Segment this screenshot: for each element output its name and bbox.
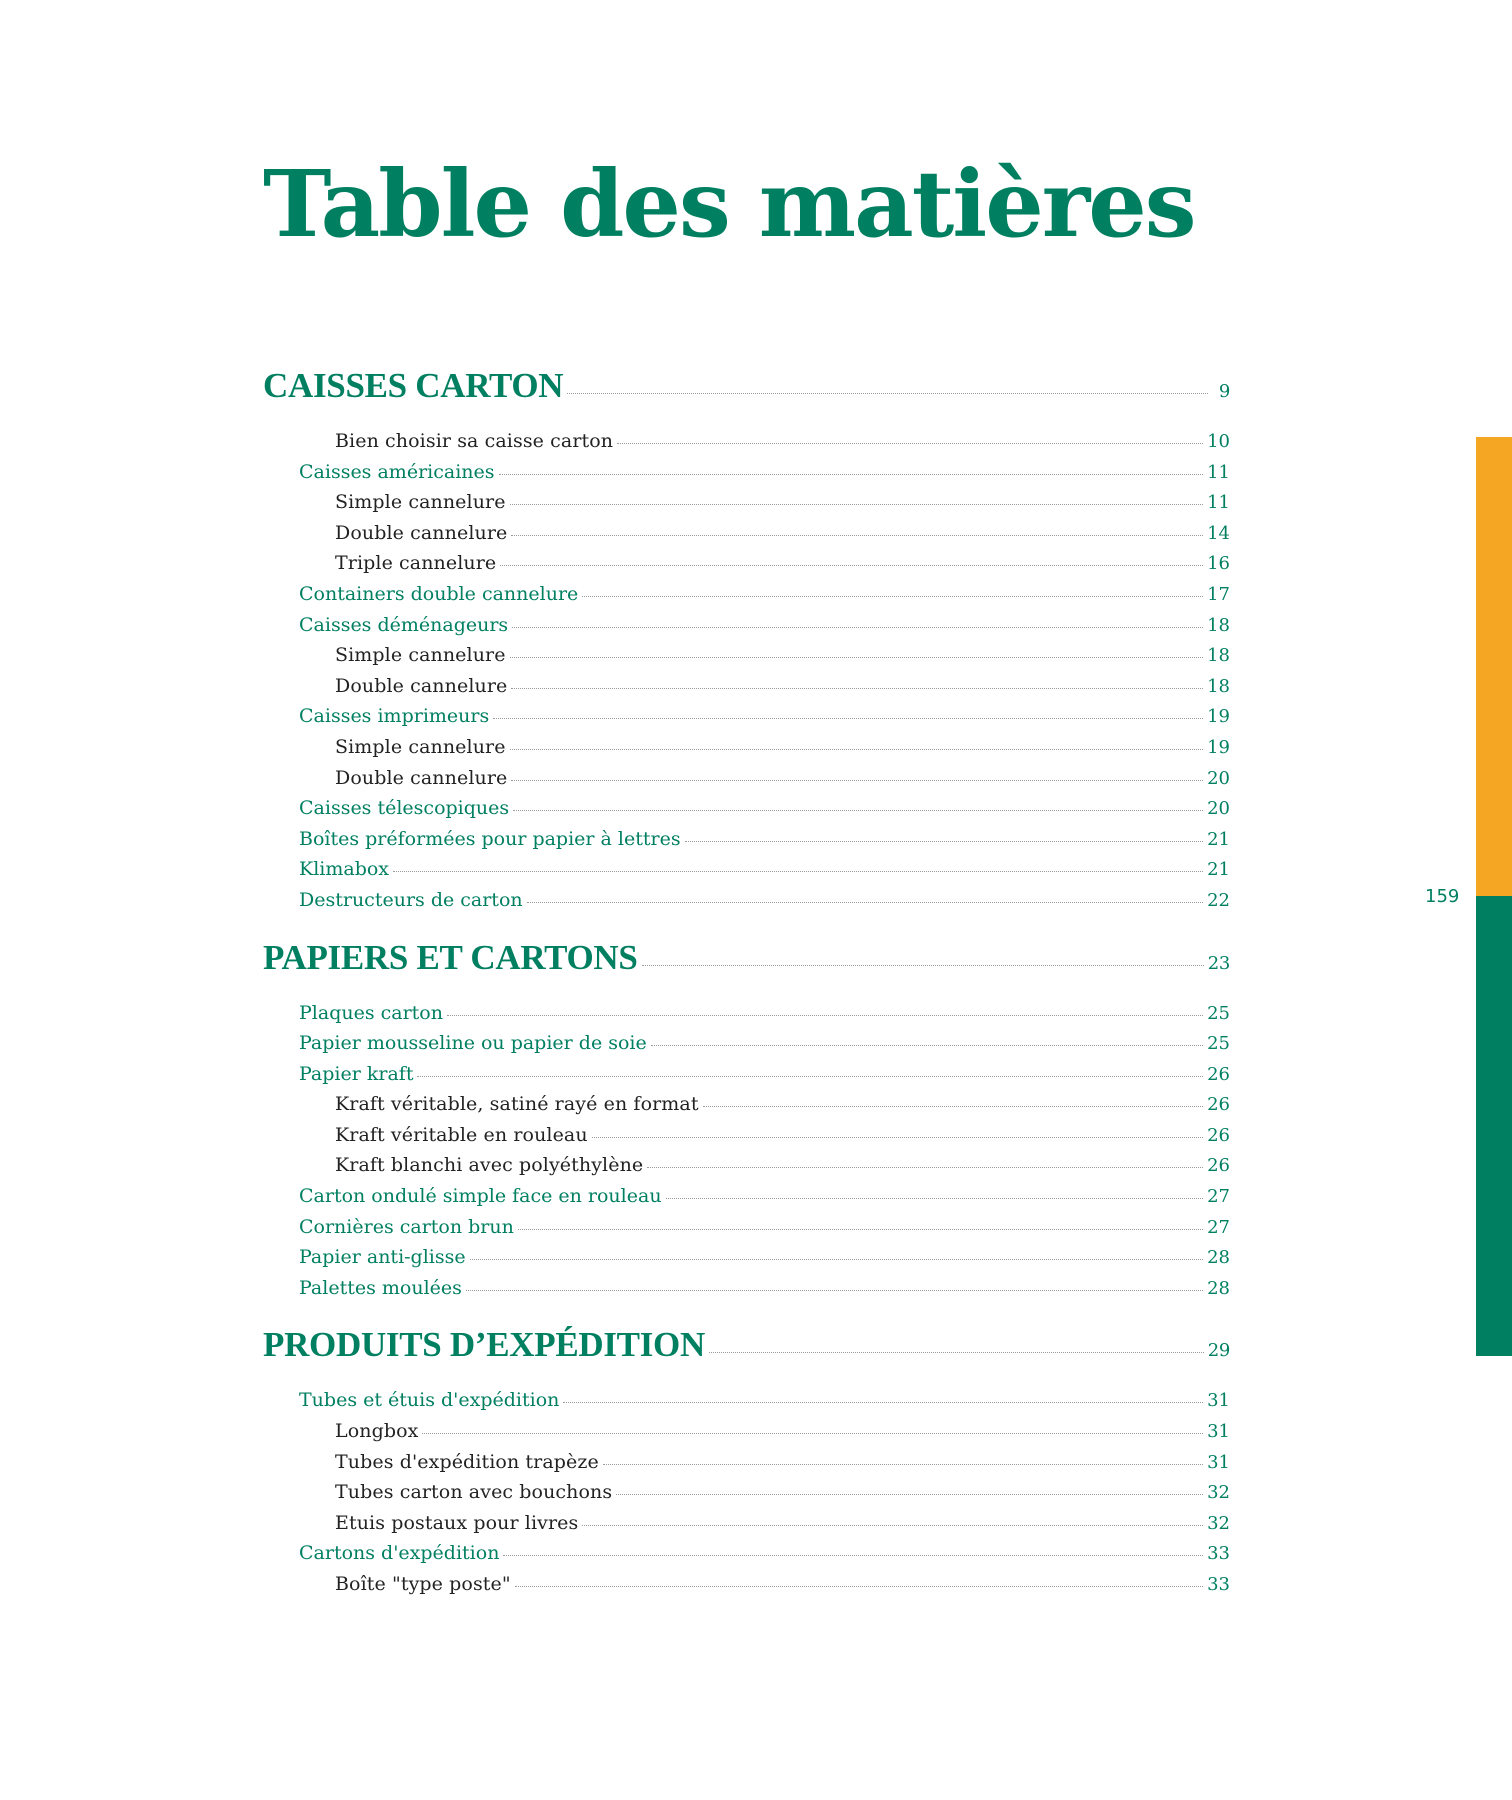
section-title: PAPIERS ET CARTONS (263, 937, 638, 977)
entry-page-number: 32 (1207, 1512, 1230, 1534)
entry-label: Tubes et étuis d'expédition (299, 1389, 560, 1412)
table-of-contents (263, 366, 1230, 1622)
entry-page-number: 27 (1207, 1216, 1230, 1238)
toc-entry-category[interactable] (263, 858, 1230, 889)
entry-page-number: 28 (1207, 1277, 1230, 1299)
entry-label: Caisses américaines (299, 460, 495, 483)
toc-entry-subitem[interactable] (263, 644, 1230, 675)
entry-page-number: 28 (1207, 1247, 1230, 1269)
entry-page-number: 20 (1207, 767, 1230, 789)
entry-page-number: 22 (1207, 889, 1230, 911)
dot-leader (603, 1464, 1203, 1465)
entry-page-number: 26 (1207, 1155, 1230, 1177)
dot-leader (510, 749, 1204, 750)
dot-leader (582, 1525, 1203, 1526)
dot-leader (512, 627, 1203, 628)
section-tab-orange (1476, 437, 1512, 896)
dot-leader (511, 535, 1203, 536)
entry-page-number: 27 (1207, 1186, 1230, 1208)
dot-leader (666, 1198, 1204, 1199)
dot-leader (422, 1433, 1203, 1434)
entry-label: Carton ondulé simple face en rouleau (299, 1185, 662, 1208)
entry-label: Caisses télescopiques (299, 797, 510, 820)
page-title: Table des matières (263, 150, 1195, 258)
toc-entry-subitem[interactable] (263, 1512, 1230, 1543)
entry-label: Double cannelure (335, 674, 508, 697)
toc-section (263, 366, 1230, 920)
toc-section (263, 938, 1230, 1308)
toc-entry-category[interactable] (263, 1542, 1230, 1573)
entry-label: Klimabox (299, 858, 390, 881)
entry-label: Caisses imprimeurs (299, 705, 490, 728)
toc-section-heading[interactable] (263, 938, 1230, 994)
entry-page-number: 26 (1207, 1124, 1230, 1146)
entry-label: Simple cannelure (335, 491, 506, 514)
entry-label: Tubes d'expédition trapèze (335, 1450, 599, 1473)
toc-entry-category[interactable] (263, 1063, 1230, 1094)
dot-leader (511, 780, 1203, 781)
dot-leader (642, 965, 1204, 966)
toc-entry-category[interactable] (263, 1277, 1230, 1308)
toc-entry-category[interactable] (263, 1185, 1230, 1216)
dot-leader (592, 1137, 1203, 1138)
dot-leader (527, 902, 1203, 903)
toc-entry-category[interactable] (263, 797, 1230, 828)
toc-entry-category[interactable] (263, 1032, 1230, 1063)
entry-label: Cornières carton brun (299, 1215, 514, 1238)
dot-leader (510, 657, 1204, 658)
toc-entry-category[interactable] (263, 461, 1230, 492)
toc-entry-subitem[interactable] (263, 1573, 1230, 1604)
page-number: 159 (1425, 886, 1460, 907)
entry-page-number: 20 (1207, 798, 1230, 820)
dot-leader (511, 688, 1203, 689)
dot-leader (563, 1402, 1203, 1403)
section-page-number: 23 (1207, 952, 1230, 974)
toc-entry-category[interactable] (263, 583, 1230, 614)
dot-leader (651, 1045, 1203, 1046)
dot-leader (617, 443, 1203, 444)
entry-page-number: 31 (1207, 1390, 1230, 1412)
entry-label: Double cannelure (335, 766, 508, 789)
entry-label: Containers double cannelure (299, 582, 579, 605)
dot-leader (503, 1555, 1203, 1556)
entry-label: Papier anti-glisse (299, 1246, 466, 1269)
entry-label: Plaques carton (299, 1001, 443, 1024)
toc-entry-subitem[interactable] (263, 736, 1230, 767)
entry-label: Papier mousseline ou papier de soie (299, 1032, 647, 1055)
toc-entry-subitem[interactable] (263, 1451, 1230, 1482)
entry-label: Palettes moulées (299, 1276, 462, 1299)
toc-entry-category[interactable] (263, 828, 1230, 859)
section-tab-green (1476, 896, 1512, 1356)
toc-entry-subitem[interactable] (263, 552, 1230, 583)
toc-entry-subitem[interactable] (263, 1124, 1230, 1155)
entry-page-number: 14 (1207, 522, 1230, 544)
entry-label: Longbox (335, 1420, 419, 1443)
dot-leader (393, 871, 1203, 872)
dot-leader (582, 596, 1203, 597)
toc-entry-subitem[interactable] (263, 1420, 1230, 1451)
toc-entry-category[interactable] (263, 1246, 1230, 1277)
entry-page-number: 33 (1207, 1574, 1230, 1595)
dot-leader (466, 1290, 1203, 1291)
entry-page-number: 10 (1207, 431, 1230, 452)
entry-label: Triple cannelure (335, 552, 497, 575)
toc-entry-subitem[interactable] (263, 1481, 1230, 1512)
toc-entry-subitem[interactable] (263, 767, 1230, 798)
dot-leader (470, 1259, 1203, 1260)
entry-page-number: 21 (1207, 828, 1230, 850)
toc-entry-subitem[interactable] (263, 1093, 1230, 1124)
section-title: PRODUITS D’EXPÉDITION (263, 1325, 705, 1365)
dot-leader (493, 718, 1203, 719)
dot-leader (417, 1076, 1203, 1077)
entry-page-number: 26 (1207, 1094, 1230, 1116)
toc-section-heading[interactable] (263, 1325, 1230, 1381)
entry-page-number: 19 (1207, 706, 1230, 728)
entry-page-number: 11 (1207, 492, 1230, 514)
toc-section-heading[interactable] (263, 366, 1230, 422)
entry-label: Double cannelure (335, 521, 508, 544)
entry-page-number: 17 (1207, 583, 1230, 605)
entry-label: Bien choisir sa caisse carton (335, 430, 614, 452)
dot-leader (567, 393, 1208, 394)
entry-page-number: 11 (1207, 461, 1230, 483)
entry-label: Simple cannelure (335, 735, 506, 758)
toc-entry-subitem[interactable] (263, 430, 1230, 461)
entry-label: Simple cannelure (335, 644, 506, 667)
dot-leader (510, 504, 1204, 505)
section-title: CAISSES CARTON (263, 366, 564, 405)
entry-label: Destructeurs de carton (299, 888, 523, 911)
toc-entry-subitem[interactable] (263, 491, 1230, 522)
dot-leader (647, 1167, 1203, 1168)
entry-label: Boîtes préformées pour papier à lettres (299, 827, 681, 850)
toc-entry-category[interactable] (263, 1002, 1230, 1033)
toc-entry-category[interactable] (263, 1216, 1230, 1247)
entry-label: Boîte "type poste" (335, 1573, 511, 1595)
entry-page-number: 18 (1207, 645, 1230, 667)
entry-page-number: 32 (1207, 1482, 1230, 1504)
entry-page-number: 25 (1207, 1002, 1230, 1024)
section-page-number: 9 (1218, 381, 1230, 402)
toc-entry-category[interactable] (263, 889, 1230, 920)
entry-page-number: 31 (1207, 1451, 1230, 1473)
toc-entry-subitem[interactable] (263, 675, 1230, 706)
dot-leader (703, 1106, 1204, 1107)
entry-page-number: 25 (1207, 1033, 1230, 1055)
entry-label: Kraft blanchi avec polyéthylène (335, 1154, 644, 1177)
dot-leader (616, 1494, 1203, 1495)
dot-leader (685, 841, 1204, 842)
entry-page-number: 16 (1207, 553, 1230, 575)
entry-label: Caisses déménageurs (299, 613, 509, 636)
toc-entry-subitem[interactable] (263, 522, 1230, 553)
entry-page-number: 18 (1207, 614, 1230, 636)
entry-label: Kraft véritable en rouleau (335, 1123, 588, 1146)
dot-leader (513, 810, 1203, 811)
dot-leader (500, 565, 1203, 566)
toc-entry-category[interactable] (263, 1389, 1230, 1420)
section-page-number: 29 (1207, 1340, 1230, 1362)
entry-label: Tubes carton avec bouchons (335, 1481, 613, 1504)
entry-page-number: 21 (1207, 859, 1230, 881)
toc-entry-subitem[interactable] (263, 1154, 1230, 1185)
toc-entry-category[interactable] (263, 614, 1230, 645)
dot-leader (499, 474, 1204, 475)
entry-page-number: 33 (1207, 1543, 1230, 1565)
entry-label: Cartons d'expédition (299, 1542, 500, 1565)
dot-leader (709, 1352, 1204, 1353)
toc-section (263, 1325, 1230, 1603)
entry-page-number: 18 (1207, 675, 1230, 697)
dot-leader (515, 1586, 1203, 1587)
entry-label: Etuis postaux pour livres (335, 1511, 579, 1534)
entry-page-number: 31 (1207, 1421, 1230, 1443)
entry-label: Papier kraft (299, 1062, 414, 1085)
entry-page-number: 19 (1207, 736, 1230, 758)
entry-page-number: 26 (1207, 1063, 1230, 1085)
entry-label: Kraft véritable, satiné rayé en format (335, 1093, 699, 1116)
toc-entry-category[interactable] (263, 705, 1230, 736)
dot-leader (447, 1015, 1203, 1016)
dot-leader (518, 1229, 1203, 1230)
